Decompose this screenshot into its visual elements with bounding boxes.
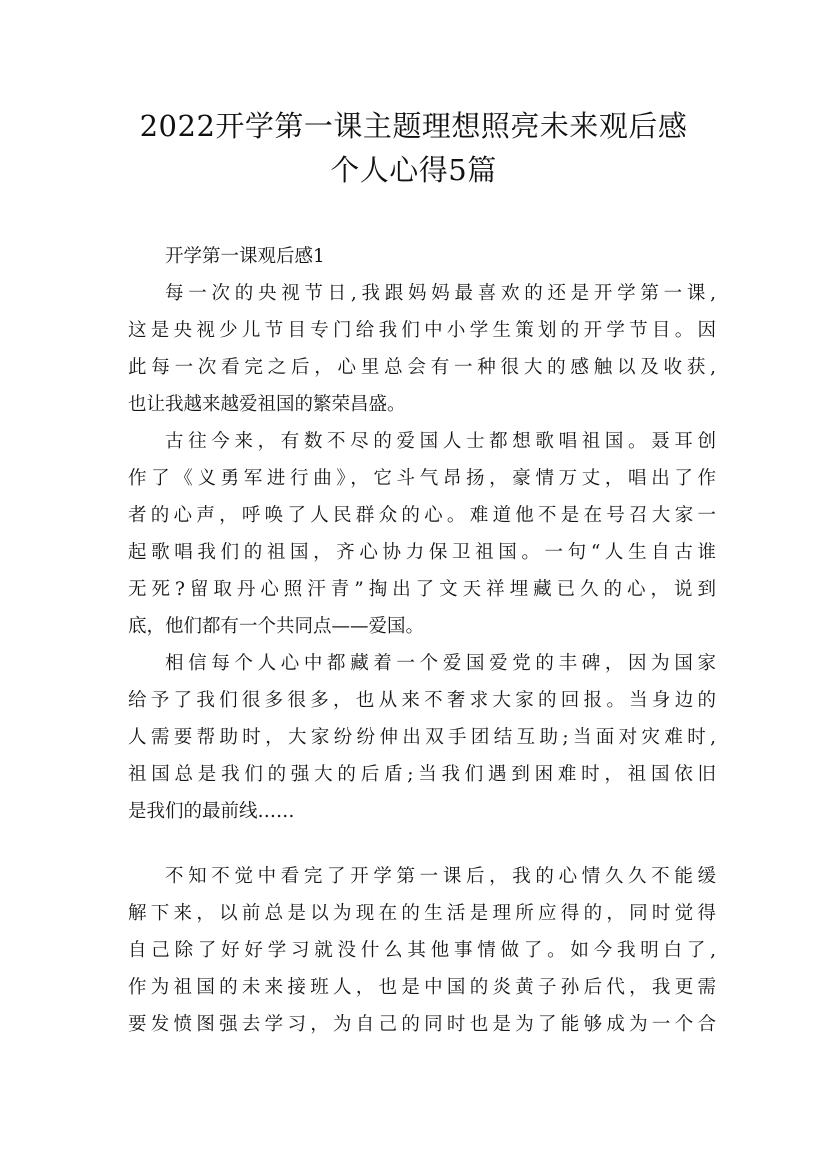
paragraph-line: 此每一次看完之后，心里总会有一种很大的感触以及收获, bbox=[128, 357, 716, 378]
paragraph-line: 古往今来，有数不尽的爱国人士都想歌唱祖国。聂耳创 bbox=[165, 431, 716, 452]
paragraph-line: 底，他们都有一个共同点——爱国。 bbox=[128, 616, 425, 637]
paragraph-line: 无死?留取丹心照汗青”掏出了文天祥埋藏已久的心，说到 bbox=[128, 579, 716, 600]
paragraph-line: 相信每个人心中都藏着一个爱国爱党的丰碑，因为国家 bbox=[165, 653, 716, 674]
paragraph-line: 给予了我们很多很多，也从来不奢求大家的回报。当身边的 bbox=[128, 690, 716, 711]
paragraph-line: 者的心声，呼唤了人民群众的心。难道他不是在号召大家一 bbox=[128, 505, 716, 526]
paragraph-line: 祖国总是我们的强大的后盾;当我们遇到困难时，祖国依旧 bbox=[128, 764, 716, 785]
paragraph-line: 是我们的最前线…… bbox=[128, 801, 295, 822]
paragraph-line: 起歌唱我们的祖国，齐心协力保卫祖国。一句“人生自古谁 bbox=[128, 542, 716, 563]
paragraph-line: 要发愤图强去学习，为自己的同时也是为了能够成为一个合 bbox=[128, 1014, 716, 1035]
document-title-line-1: 2022开学第一课主题理想照亮未来观后感 bbox=[139, 109, 688, 143]
paragraph-line: 作了《义勇军进行曲》，它斗气昂扬，豪情万丈，唱出了作 bbox=[128, 468, 716, 489]
paragraph-line: 这是央视少儿节目专门给我们中小学生策划的开学节目。因 bbox=[128, 320, 716, 341]
paragraph-line: 自己除了好好学习就没什么其他事情做了。如今我明白了, bbox=[128, 940, 716, 961]
paragraph-line: 解下来，以前总是以为现在的生活是理所应得的，同时觉得 bbox=[128, 903, 716, 924]
paragraph-line: 人需要帮助时，大家纷纷伸出双手团结互助;当面对灾难时, bbox=[128, 727, 716, 748]
paragraph-line: 也让我越来越爱祖国的繁荣昌盛。 bbox=[128, 394, 406, 415]
paragraph-line: 不知不觉中看完了开学第一课后，我的心情久久不能缓 bbox=[165, 866, 716, 887]
document-title-line-2: 个人心得5篇 bbox=[330, 153, 497, 187]
paragraph-line: 每一次的央视节日,我跟妈妈最喜欢的还是开学第一课, bbox=[165, 283, 716, 304]
paragraph-line: 作为祖国的未来接班人，也是中国的炎黄子孙后代，我更需 bbox=[128, 977, 716, 998]
section-heading: 开学第一课观后感1 bbox=[165, 246, 325, 267]
